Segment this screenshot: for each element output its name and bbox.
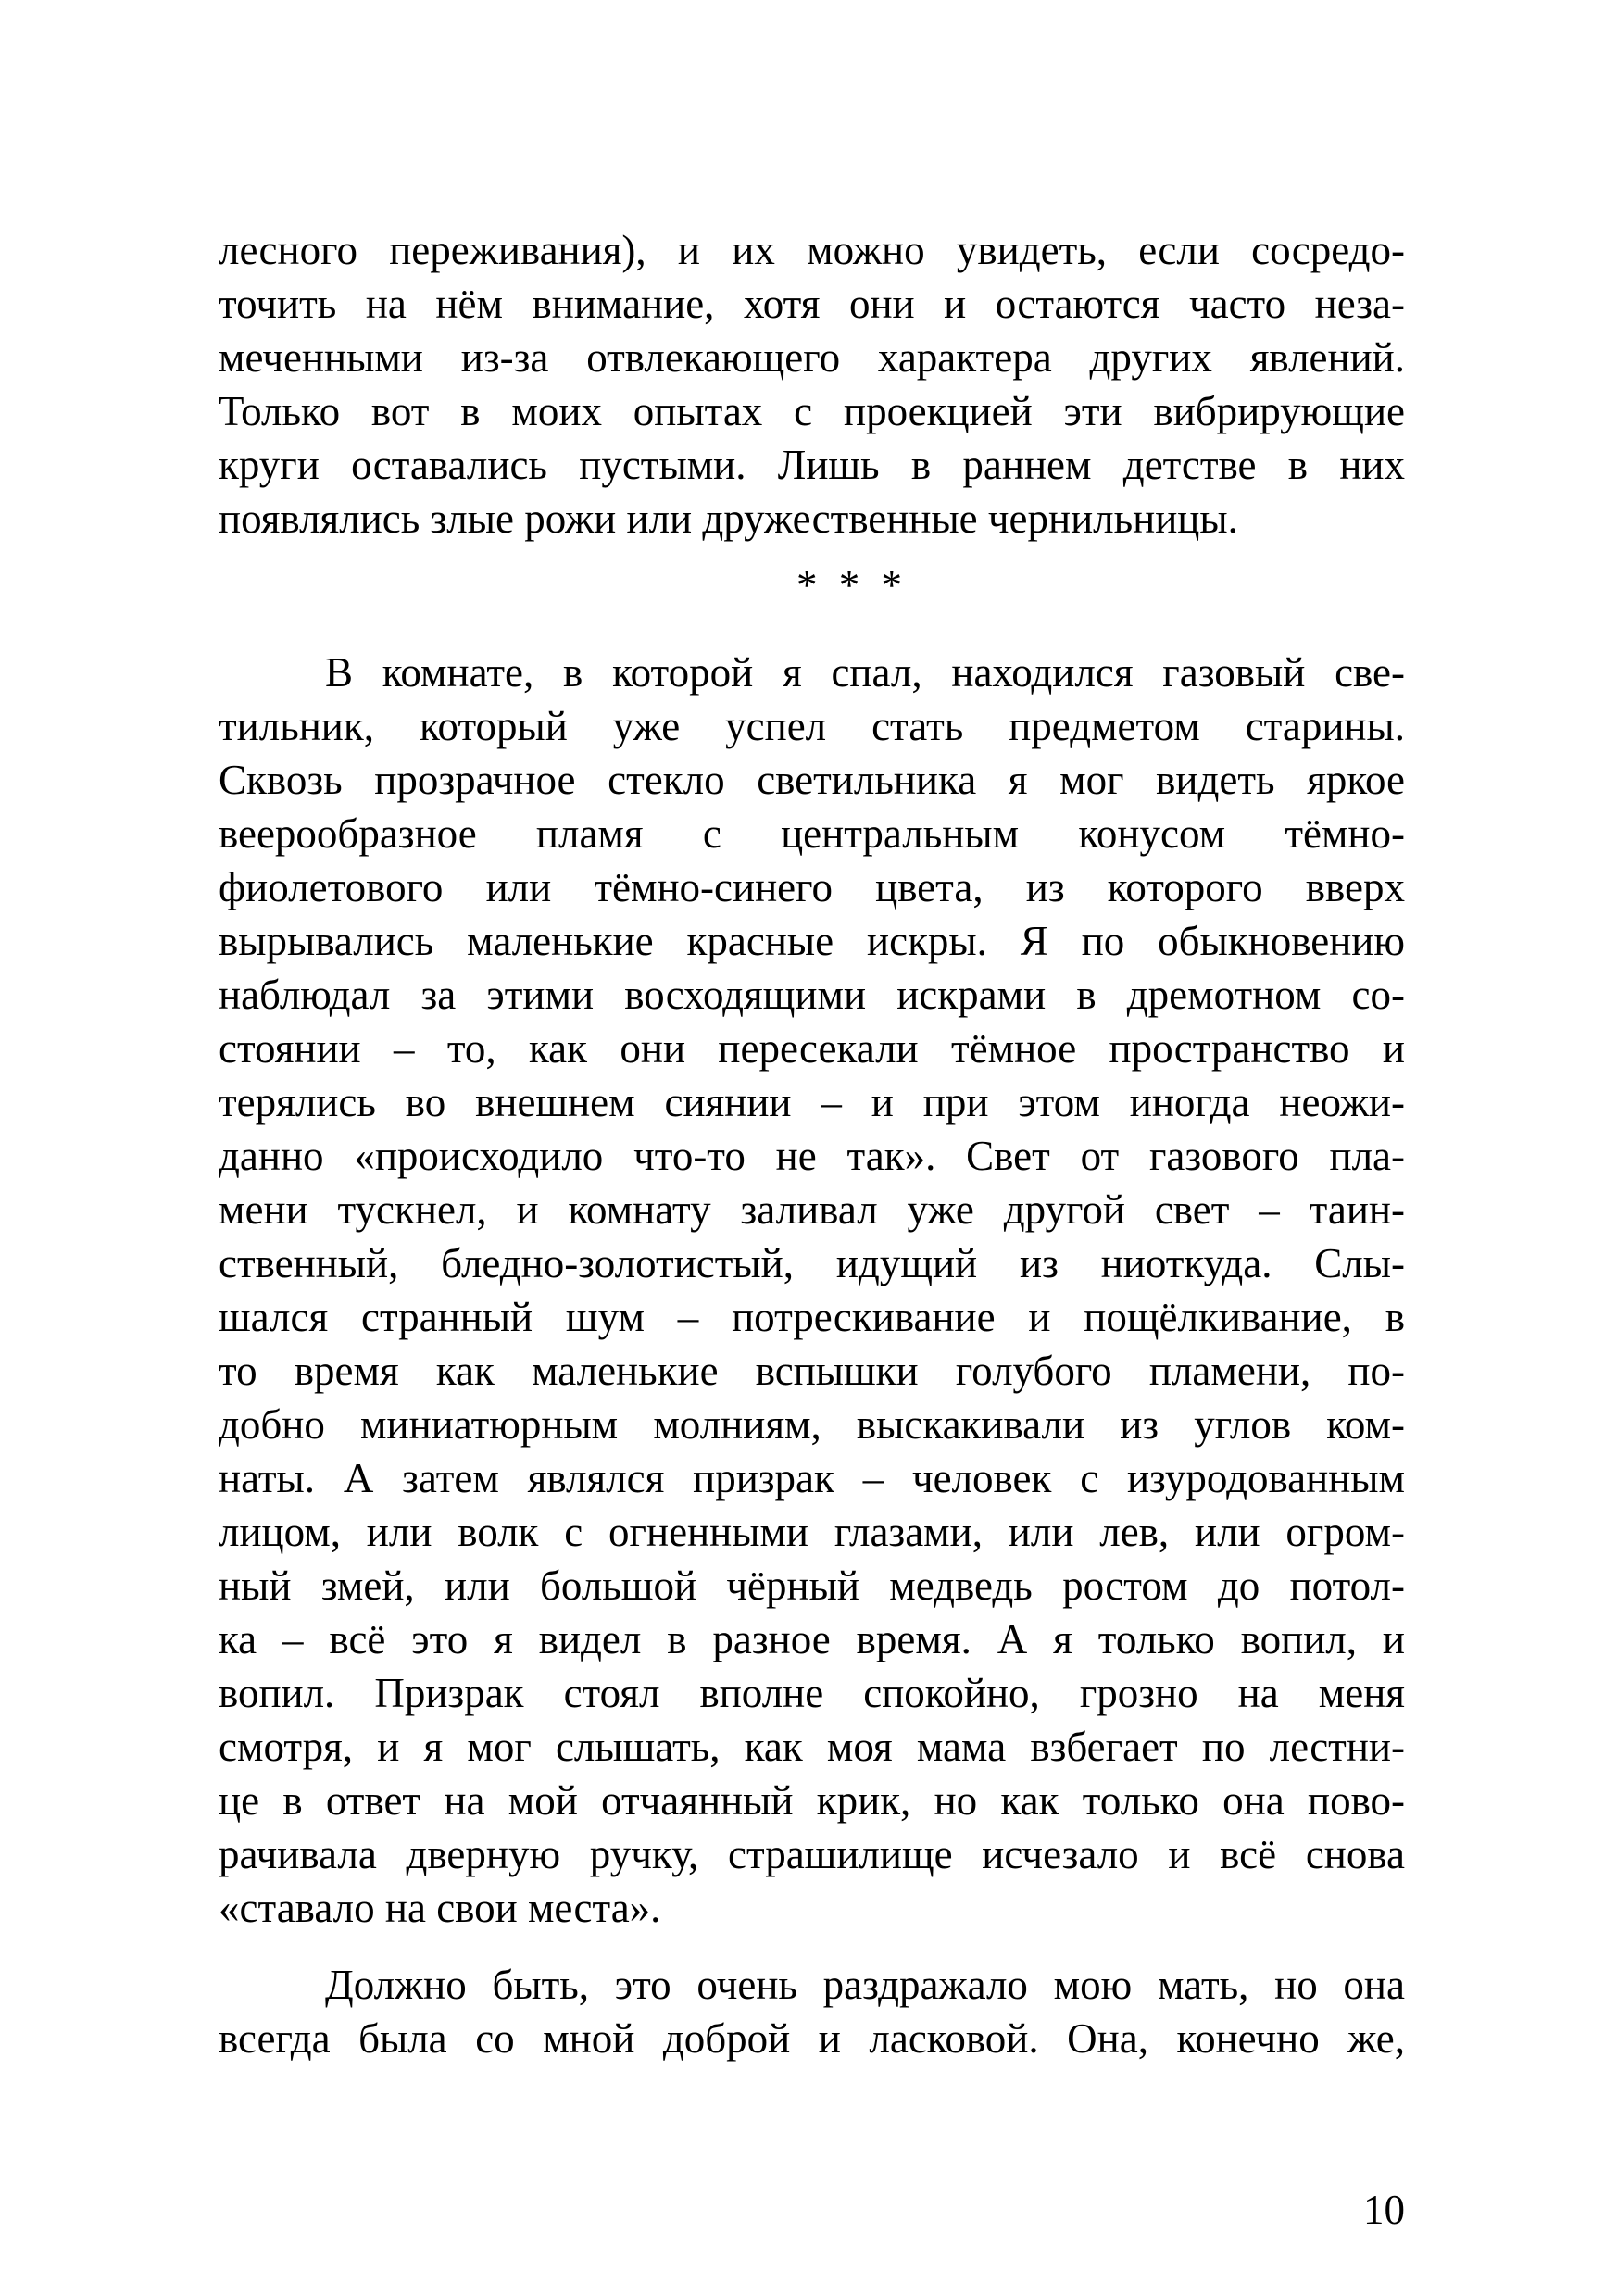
text-line: ка – всё это я видел в разное время. А я только вопил, и xyxy=(219,1616,1405,1662)
text-line: наблюдал за этими восходящими искрами в дремотном со- xyxy=(219,972,1405,1018)
text-line: всегда была со мной доброй и ласковой. Она, конечно же, xyxy=(219,2015,1405,2062)
text-line: вырывались маленькие красные искры. Я по обыкновению xyxy=(219,918,1405,964)
text-line: лицом, или волк с огненными глазами, или лев, или огром- xyxy=(219,1509,1405,1555)
text-line: точить на нём внимание, хотя они и остаются часто неза- xyxy=(219,281,1405,327)
text-line: Должно быть, это очень раздражало мою мать, но она xyxy=(325,1962,1405,2008)
text-line: Только вот в моих опытах с проекцией эти вибрирующие xyxy=(219,388,1405,434)
text-line: рачивала дверную ручку, страшилище исчезало и всё снова xyxy=(219,1831,1405,1877)
paragraph-continuation xyxy=(219,223,1405,546)
text-line: данно «происходило что-то не так». Свет от газового пла- xyxy=(219,1133,1405,1179)
text-line: тильник, который уже успел стать предметом старины. xyxy=(219,703,1405,749)
text-line: Сквозь прозрачное стекло светильника я мог видеть яркое xyxy=(219,757,1405,803)
text-line: «ставало на свои места». xyxy=(219,1885,661,1931)
page-number: 10 xyxy=(1363,2187,1405,2233)
text-line: В комнате, в которой я спал, находился газовый све- xyxy=(325,649,1405,696)
text-line: появлялись злые рожи или дружественные чернильницы. xyxy=(219,496,1238,542)
text-line: це в ответ на мой отчаянный крик, но как только она пово- xyxy=(219,1777,1405,1824)
text-line: меченными из-за отвлекающего характера других явлений. xyxy=(219,334,1405,381)
text-line: фиолетового или тёмно-синего цвета, из которого вверх xyxy=(219,864,1405,910)
section-separator: * * * xyxy=(796,562,908,609)
text-line: лесного переживания), и их можно увидеть, если сосредо- xyxy=(219,227,1405,273)
paragraph-gas-lamp xyxy=(219,646,1405,1935)
text-line: добно миниатюрным молниям, выскакивали из углов ком- xyxy=(219,1401,1405,1448)
text-line: ный змей, или большой чёрный медведь ростом до потол- xyxy=(219,1562,1405,1609)
text-line: стоянии – то, как они пересекали тёмное пространство и xyxy=(219,1025,1405,1072)
text-line: терялись во внешнем сиянии – и при этом иногда неожи- xyxy=(219,1079,1405,1125)
text-line: веерообразное пламя с центральным конусом тёмно- xyxy=(219,810,1405,857)
text-line: смотря, и я мог слышать, как моя мама взбегает по лестни- xyxy=(219,1724,1405,1770)
text-line: круги оставались пустыми. Лишь в раннем детстве в них xyxy=(219,442,1405,488)
text-line: наты. А затем являлся призрак – человек с изуродованным xyxy=(219,1455,1405,1501)
text-line: ственный, бледно-золотистый, идущий из ниоткуда. Слы- xyxy=(219,1240,1405,1286)
text-line: то время как маленькие вспышки голубого пламени, по- xyxy=(219,1348,1405,1394)
text-line: мени тускнел, и комнату заливал уже другой свет – таин- xyxy=(219,1186,1405,1233)
text-line: шался странный шум – потрескивание и пощёлкивание, в xyxy=(219,1294,1405,1340)
paragraph-mother xyxy=(219,1958,1405,2065)
text-line: вопил. Призрак стоял вполне спокойно, грозно на меня xyxy=(219,1670,1405,1716)
